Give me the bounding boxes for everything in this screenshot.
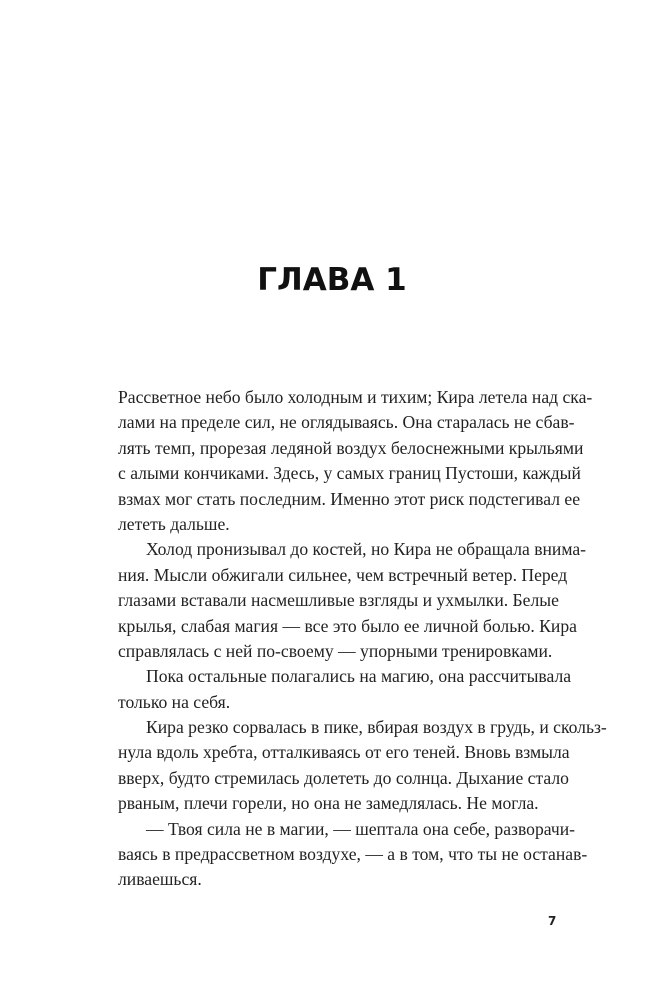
text-line: лять темп, прорезая ледяной воздух белоснежными крыльями	[118, 437, 584, 458]
text-line: лами на пределе сил, не оглядываясь. Она старалась не сбав-	[118, 412, 575, 433]
text-line: рваным, плечи горели, но она не замедлялась. Не могла.	[118, 793, 539, 814]
text-line: Пока остальные полагались на магию, она рассчитывала	[146, 666, 572, 687]
text-line: лететь дальше.	[118, 513, 230, 534]
text-line: ваясь в предрассветном воздухе, — а в том, что ты не останав-	[118, 844, 588, 865]
text-line: глазами вставали насмешливые взгляды и ухмылки. Белые	[118, 590, 559, 611]
chapter-title: ГЛАВА 1	[257, 262, 407, 298]
text-line: вверх, будто стремилась долететь до солнца. Дыхание стало	[118, 767, 569, 788]
paragraph	[118, 715, 607, 817]
paragraph	[118, 664, 572, 715]
text-line: — Твоя сила не в магии, — шептала она себе, разворачи-	[146, 818, 575, 839]
text-line: только на себя.	[118, 691, 231, 712]
text-line: Кира резко сорвалась в пике, вбирая воздух в грудь, и скольз-	[146, 717, 607, 738]
text-line: справлялась с ней по-своему — упорными тренировками.	[118, 640, 553, 661]
text-line: Холод пронизывал до костей, но Кира не обращала внима-	[146, 539, 587, 560]
paragraph	[118, 385, 593, 537]
text-line: нула вдоль хребта, отталкиваясь от его теней. Вновь взмыла	[118, 742, 570, 763]
paragraph	[118, 817, 588, 893]
text-line: Рассветное небо было холодным и тихим; Кира летела над ска-	[118, 387, 593, 407]
page-number: 7	[548, 914, 557, 928]
paragraph	[118, 537, 587, 664]
text-line: с алыми кончиками. Здесь, у самых границ Пустоши, каждый	[118, 463, 581, 484]
chapter-body	[118, 385, 607, 893]
text-line: взмах мог стать последним. Именно этот риск подстегивал ее	[118, 488, 581, 509]
text-line: ния. Мысли обжигали сильнее, чем встречный ветер. Перед	[118, 564, 568, 585]
text-line: крылья, слабая магия — все это было ее личной болью. Кира	[118, 615, 577, 636]
text-line: ливаешься.	[118, 869, 202, 890]
